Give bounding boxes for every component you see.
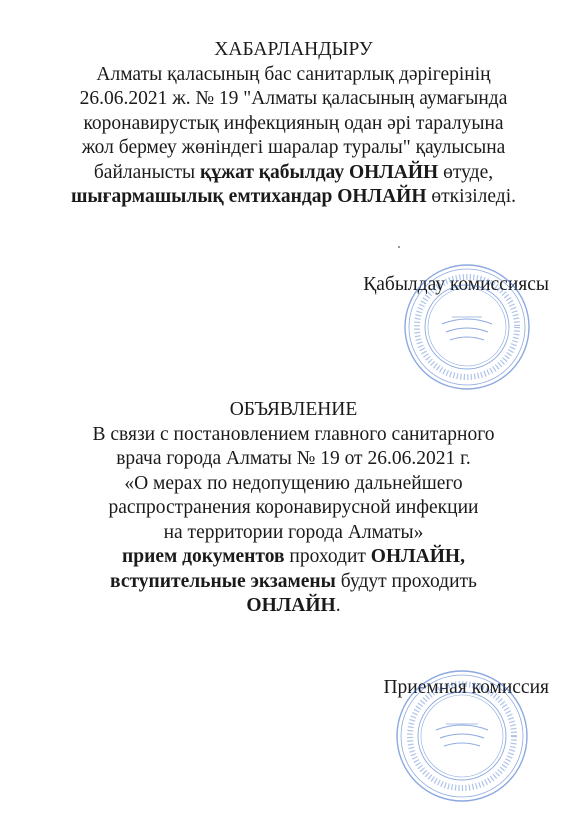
round-seal-icon	[402, 262, 532, 392]
russian-announcement	[0, 398, 587, 619]
kz-online-documents: құжат қабылдау ОНЛАЙН	[199, 161, 439, 183]
kz-line-3: коронавирустық инфекцияның одан әрі таралуына	[83, 112, 504, 134]
ru-line-6-mid: проходит	[284, 546, 371, 567]
ru-documents: прием документов	[122, 546, 285, 567]
round-seal-icon	[394, 668, 530, 804]
speck	[398, 246, 400, 248]
ru-line-7-end: будут проходить	[335, 570, 477, 592]
ru-signature: Приемная комиссия	[383, 677, 549, 698]
kz-line-6-end: өткізіледі.	[426, 186, 517, 207]
kz-signature: Қабылдау комиссиясы	[363, 274, 549, 295]
kz-title: ХАБАРЛАНДЫРУ	[214, 39, 373, 60]
kz-line-6	[0, 185, 587, 210]
ru-line-1: В связи с постановлением главного санитарного	[92, 423, 495, 445]
ru-line-4: распространения коронавирусной инфекции	[108, 497, 479, 518]
ru-line-6	[0, 545, 587, 570]
kz-line-5-end: өтуде,	[438, 161, 494, 183]
ru-line-5: на территории города Алматы»	[163, 521, 424, 543]
kz-line-4: жол бермеу жөніндегі шаралар туралы" қаулысына	[81, 137, 506, 158]
ru-line-8	[0, 594, 587, 619]
ru-line-7	[0, 570, 587, 595]
ru-exams: вступительные экзамены	[110, 570, 336, 592]
kazakh-announcement	[0, 38, 587, 210]
kz-line-2: 26.06.2021 ж. № 19 "Алматы қаласының аумағында	[79, 88, 508, 109]
ru-title: ОБЪЯВЛЕНИЕ	[229, 399, 358, 420]
ru-line-3: «О мерах по недопущению дальнейшего	[124, 472, 463, 494]
kz-online-exams: шығармашылық емтихандар ОНЛАЙН	[70, 186, 427, 207]
ru-online-2: ОНЛАЙН	[246, 595, 336, 616]
kz-line-1: Алматы қаласының бас санитарлық дәрігерінің	[96, 63, 491, 85]
kz-line-5	[0, 161, 587, 186]
ru-online-1: ОНЛАЙН,	[370, 546, 465, 567]
ru-line-2: врача города Алматы № 19 от 26.06.2021 г.	[116, 448, 471, 469]
ru-line-8-end: .	[335, 595, 341, 616]
kz-line-5-text: байланысты	[93, 161, 200, 183]
